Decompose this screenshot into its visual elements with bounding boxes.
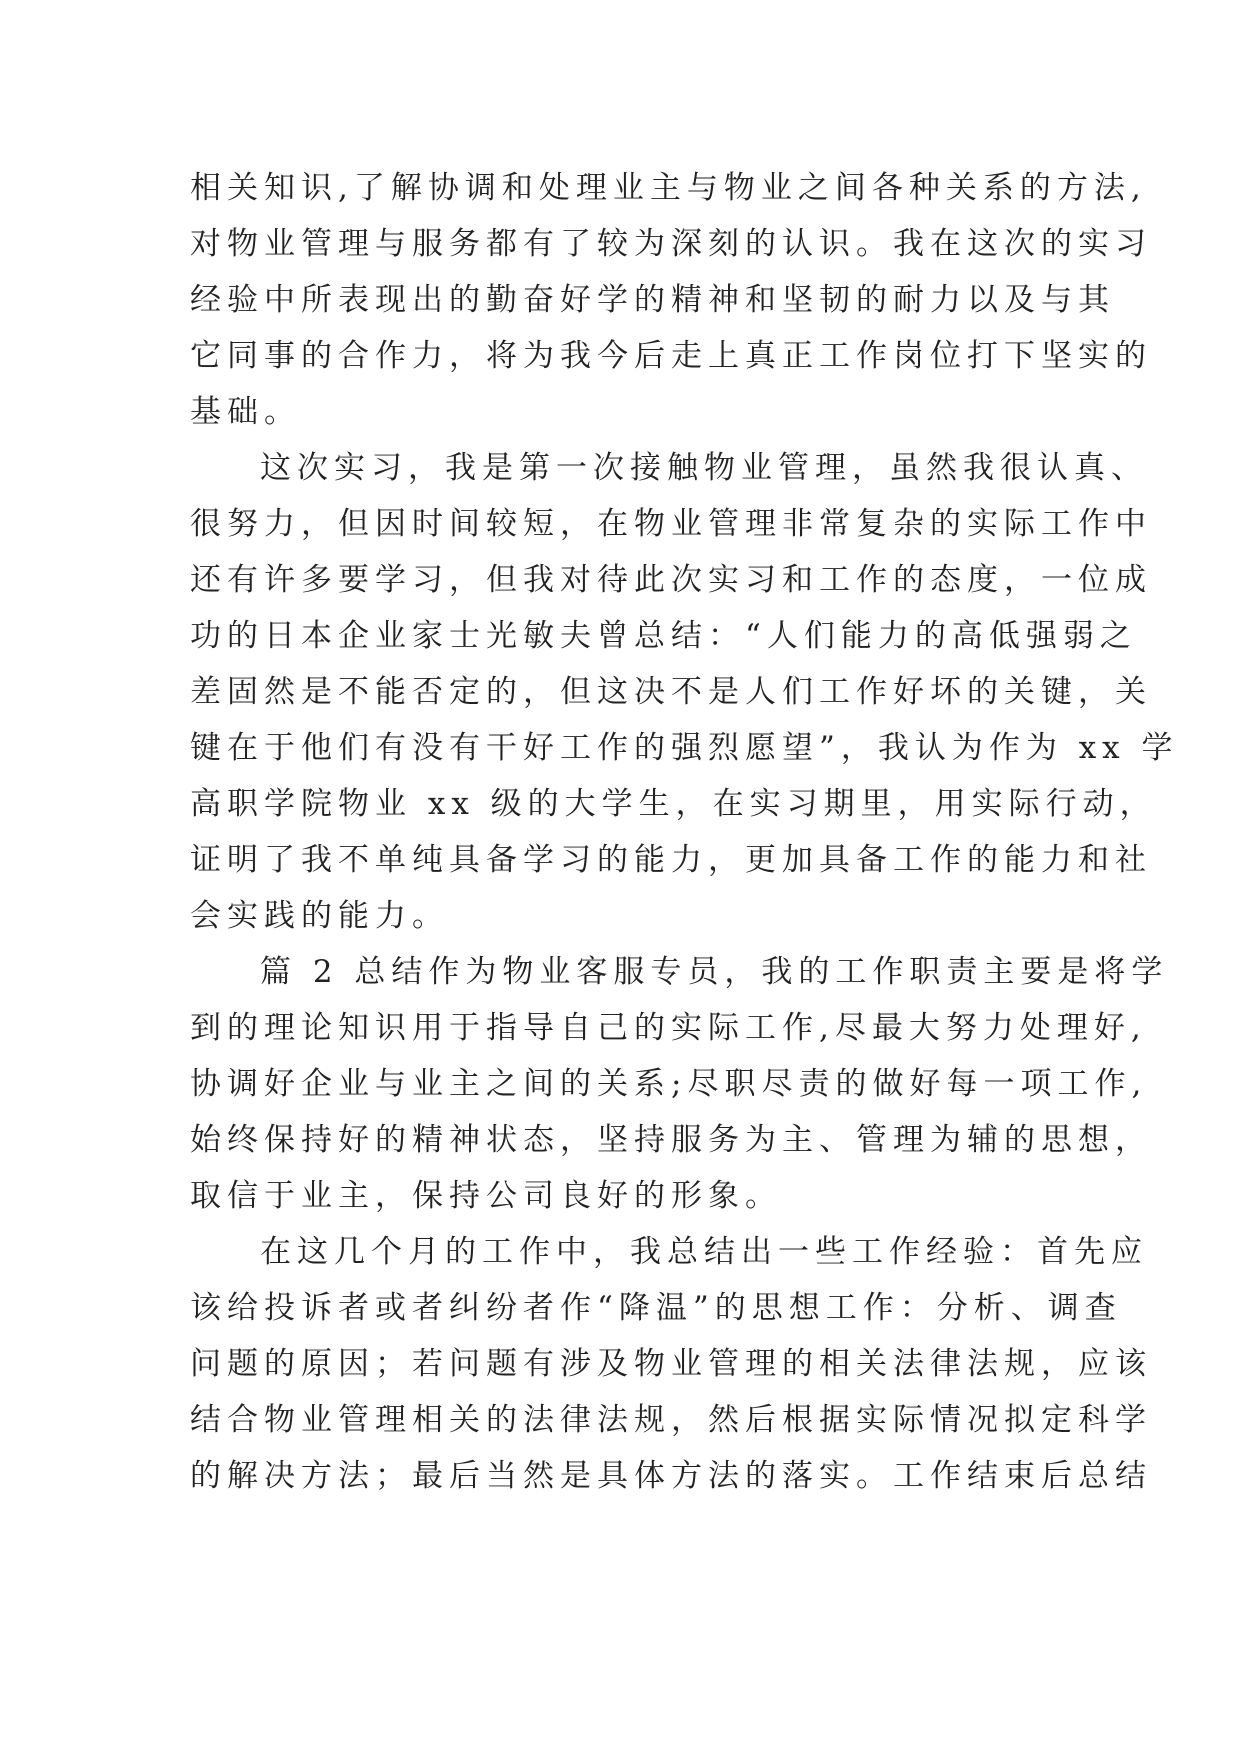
text-line: 对物业管理与服务都有了较为深刻的认识。我在这次的实习	[190, 226, 1152, 262]
text-line: 协调好企业与业主之间的关系;尽职尽责的做好每一项工作,	[190, 1066, 1148, 1102]
text-line: 还有许多要学习，但我对待此次实习和工作的态度，一位成	[190, 562, 1152, 598]
text-line: 差固然是不能否定的，但这决不是人们工作好坏的关键，关	[190, 674, 1152, 710]
text-line: 该给投诉者或者纠纷者作“降温”的思想工作：分析、调查	[190, 1290, 1122, 1326]
text-line: 问题的原因；若问题有涉及物业管理的相关法律法规，应该	[190, 1346, 1152, 1382]
body-text	[190, 160, 1179, 1504]
text-line: 证明了我不单纯具备学习的能力，更加具备工作的能力和社	[190, 842, 1152, 878]
text-line: 相关知识,了解协调和处理业主与物业之间各种关系的方法,	[190, 170, 1147, 206]
text-line: 的解决方法；最后当然是具体方法的落实。工作结束后总结	[190, 1458, 1152, 1494]
text-line: 它同事的合作力，将为我今后走上真正工作岗位打下坚实的	[190, 338, 1152, 374]
text-line: 始终保持好的精神状态，坚持服务为主、管理为辅的思想，	[190, 1122, 1152, 1158]
paragraph-first-line: 这次实习，我是第一次接触物业管理，虽然我很认真、	[260, 450, 1148, 486]
text-line: 功的日本企业家士光敏夫曾总结：“人们能力的高低强弱之	[190, 618, 1137, 654]
paragraph-first-line: 篇 2 总结作为物业客服专员，我的工作职责主要是将学	[260, 954, 1169, 990]
paragraph-first-line: 在这几个月的工作中，我总结出一些工作经验：首先应	[260, 1234, 1148, 1270]
text-line: 取信于业主，保持公司良好的形象。	[190, 1178, 782, 1214]
text-line: 键在于他们有没有干好工作的强烈愿望”，我认为作为 xx 学	[190, 730, 1179, 766]
text-line: 很努力，但因时间较短，在物业管理非常复杂的实际工作中	[190, 506, 1152, 542]
text-line: 结合物业管理相关的法律法规，然后根据实际情况拟定科学	[190, 1402, 1152, 1438]
text-line: 到的理论知识用于指导自己的实际工作,尽最大努力处理好,	[190, 1010, 1147, 1046]
text-line: 会实践的能力。	[190, 898, 449, 934]
text-line: 基础。	[190, 394, 301, 430]
text-line: 经验中所表现出的勤奋好学的精神和坚韧的耐力以及与其	[190, 282, 1115, 318]
text-line: 高职学院物业 xx 级的大学生，在实习期里，用实际行动，	[190, 786, 1157, 822]
